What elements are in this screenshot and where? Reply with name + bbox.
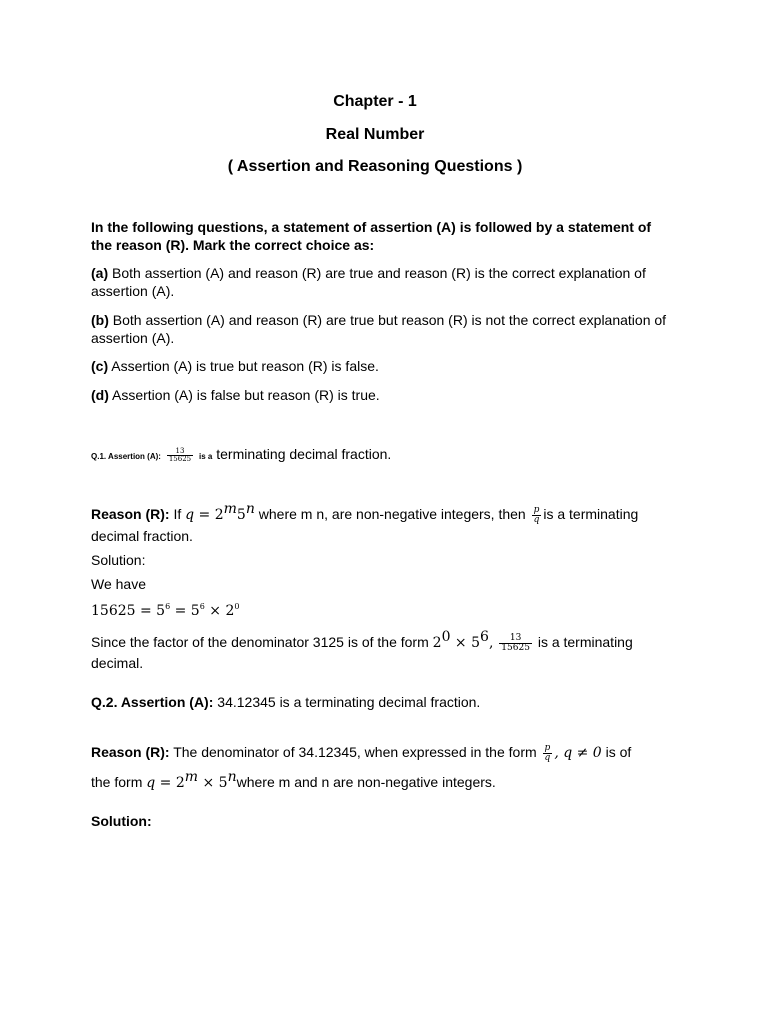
times-five: × 5 — [198, 775, 228, 791]
q2-label: Q.2. Assertion (A): — [91, 694, 214, 710]
option-b — [91, 311, 671, 347]
option-text: Assertion (A) is true but reason (R) is false. — [108, 358, 379, 374]
reason-end: is a terminating decimal fraction. — [91, 506, 639, 544]
form-two: 2 — [432, 635, 442, 651]
var-q: q — [146, 775, 156, 791]
exp-zero: 0 — [441, 629, 451, 645]
q1-label: Q.1. Assertion (A): — [91, 452, 161, 461]
option-text: Both assertion (A) and reason (R) are true but reason (R) is not the correct explanation of assertion (A). — [91, 312, 667, 346]
q2-assertion — [91, 693, 671, 711]
option-key: (c) — [91, 358, 109, 374]
option-text: Assertion (A) is false but reason (R) is true. — [108, 387, 380, 403]
q1-is-a: is a — [199, 452, 213, 461]
option-text: Both assertion (A) and reason (R) are true and reason (R) is the correct explanation of assertion (A). — [91, 265, 646, 299]
comma: , — [488, 635, 494, 651]
reason-label: Reason (R): — [91, 506, 170, 522]
since-end: is a terminating decimal. — [91, 634, 633, 671]
since-text: Since the factor of the denominator 3125 is of the form — [91, 634, 429, 650]
page-subtitle: ( Assertion and Reasoning Questions ) — [227, 158, 523, 175]
p-over-q-fraction: $\frac{p}{q}$ — [544, 742, 551, 763]
q1-statement: terminating decimal fraction. — [216, 446, 392, 462]
q1-fraction: $\frac{13}{15625}$ — [168, 446, 192, 463]
option-c — [91, 357, 671, 375]
page-title: Real Number — [325, 126, 425, 143]
exp-six: 6 — [480, 629, 489, 645]
reason-mid: where m n, are non-negative integers, then — [258, 506, 526, 522]
reason-if: If — [173, 506, 182, 522]
q1-assertion — [91, 445, 671, 466]
option-key: (a) — [91, 265, 109, 281]
option-a — [91, 264, 671, 300]
eq-part: = 2 — [194, 507, 224, 523]
we-have: We have — [91, 576, 146, 592]
q1-reason — [91, 501, 651, 547]
form-five: × 5 — [450, 635, 481, 651]
q1-solution-label: Solution: — [91, 552, 146, 568]
exp-n: n — [245, 501, 255, 517]
instructions: In the following questions, a statement of assertion (A) is followed by a statement of the reason (R). Mark the correct choice as: — [91, 219, 652, 253]
exp-n: n — [227, 769, 237, 785]
option-key: (d) — [91, 387, 109, 403]
exp-m: m — [184, 769, 199, 785]
q1-explanation — [91, 629, 651, 673]
reason-label: Reason (R): — [91, 744, 170, 760]
eq-five: 5 — [236, 507, 246, 523]
exp-m: m — [223, 501, 237, 517]
reason-mid: is of the form — [91, 744, 632, 790]
q2-solution-label: Solution: — [91, 813, 152, 829]
reason-end: where m and n are non-negative integers. — [236, 774, 496, 790]
p-over-q-fraction: $\frac{p}{q}$ — [533, 504, 540, 525]
q2-statement: 34.12345 is a terminating decimal fraction. — [213, 694, 481, 710]
q1-explanation-fraction: $\frac{13}{15625}$ — [501, 632, 530, 653]
option-key: (b) — [91, 312, 109, 328]
option-d — [91, 386, 671, 404]
condition: , q ≠ 0 — [554, 745, 602, 761]
eq-part: = 2 — [155, 775, 185, 791]
q2-reason — [91, 738, 651, 798]
q1-equation: $15625 = 5^6 = 5^6 \times 2^0$ — [91, 602, 240, 619]
var-q: q — [185, 507, 195, 523]
reason-text: The denominator of 34.12345, when expressed in the form — [169, 744, 537, 760]
chapter-heading: Chapter - 1 — [333, 93, 417, 110]
